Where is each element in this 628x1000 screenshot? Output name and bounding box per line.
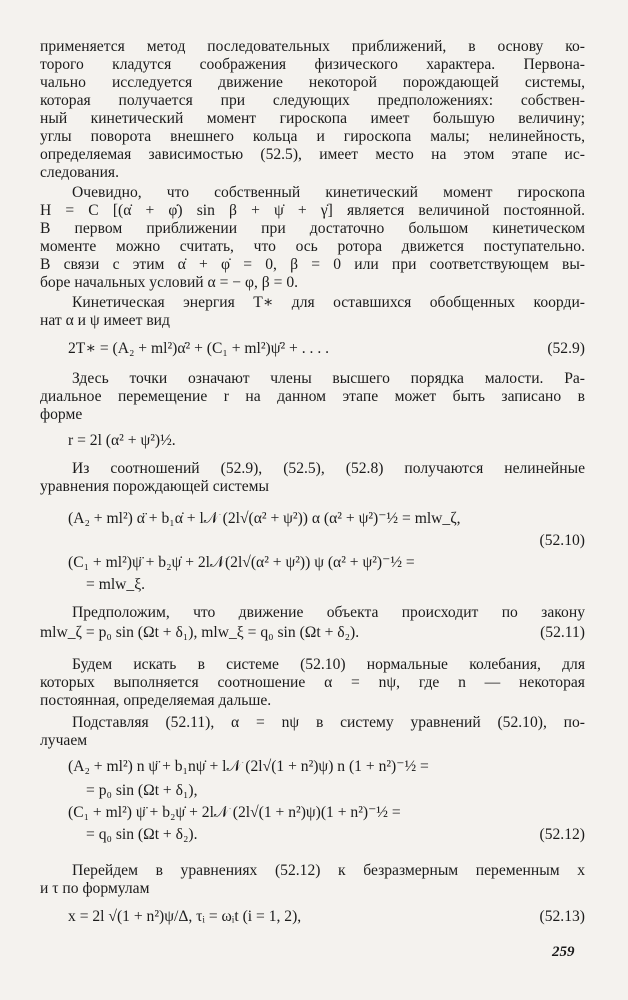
equation-number: (52.10) bbox=[539, 532, 585, 549]
equation: (A₂ + ml²) n ψ̈ + b₁nψ̇ + l𝒩 (2l√(1 + n²)ψ) n (1 + n²)⁻½ = bbox=[68, 758, 429, 775]
equation: (A₂ + ml²) α̈ + b₁α̇ + l𝒩 (2l√(α² + ψ²)) α (α² + ψ²)⁻½ = mlw_ζ, bbox=[68, 510, 461, 527]
text-line: Здесь точки означают члены высшего порядка малости. Ра- bbox=[72, 370, 585, 387]
equation-number: (52.12) bbox=[539, 826, 585, 843]
text-line: углы поворота внешнего кольца и гироскопа малы; нелинейность, bbox=[40, 128, 585, 145]
equation: (C₁ + ml²)ψ̈ + b₂ψ̇ + 2l𝒩(2l√(α² + ψ²)) ψ (α² + ψ²)⁻½ = bbox=[68, 554, 415, 571]
page-number: 259 bbox=[552, 944, 575, 960]
text-line: которых выполняется соотношение α = nψ, где n — некоторая bbox=[40, 674, 585, 691]
text-line: определяемая зависимостью (52.5), имеет место на этом этапе ис- bbox=[40, 146, 585, 163]
text-line: Будем искать в системе (52.10) нормальные колебания, для bbox=[72, 656, 585, 673]
equation-number: (52.11) bbox=[540, 624, 585, 641]
text-line: В связи с этим α̇ + φ̇ = 0, β = 0 или при соответствующем вы- bbox=[40, 256, 585, 273]
equation: r = 2l (α² + ψ²)½. bbox=[68, 432, 176, 449]
text-line: лучаем bbox=[40, 732, 88, 749]
equation-number: (52.13) bbox=[539, 908, 585, 925]
text-line: Кинетическая энергия T∗ для оставшихся обобщенных коорди- bbox=[72, 294, 585, 311]
text-line: H = C [(α̇ + φ̇) sin β + ψ̇ + γ̇] является величиной постоянной. bbox=[40, 202, 585, 219]
text-line: уравнения порождающей системы bbox=[40, 478, 269, 495]
text-line: боре начальных условий α = − φ, β = 0. bbox=[40, 274, 299, 291]
equation: = q₀ sin (Ωt + δ₂). bbox=[86, 826, 198, 843]
text-line: применяется метод последовательных приближений, в основу ко- bbox=[40, 38, 585, 55]
equation: = mlw_ξ. bbox=[86, 576, 146, 593]
text-line: нат α и ψ имеет вид bbox=[40, 312, 170, 329]
text-line: следования. bbox=[40, 164, 119, 181]
text-line: ный кинетический момент гироскопа имеет большую величину; bbox=[40, 110, 585, 127]
equation: (C₁ + ml²) ψ̈ + b₂ψ̇ + 2l𝒩 (2l√(1 + n²)ψ)(1 + n²)⁻½ = bbox=[68, 804, 401, 821]
text-line: Из соотношений (52.9), (52.5), (52.8) получаются нелинейные bbox=[72, 460, 585, 477]
text-line: В первом приближении при достаточно большом кинетическом bbox=[40, 220, 585, 237]
equation: 2T∗ = (A₂ + ml²)α̇² + (C₁ + ml²)ψ̇² + . . . . bbox=[68, 340, 330, 357]
text-line: Подставляя (52.11), α = nψ в систему уравнений (52.10), по- bbox=[72, 714, 585, 731]
text-line: диальное перемещение r на данном этапе может быть записано в bbox=[40, 388, 585, 405]
text-line: Очевидно, что собственный кинетический момент гироскопа bbox=[72, 184, 585, 201]
equation: mlw_ζ = p₀ sin (Ωt + δ₁), mlw_ξ = q₀ sin (Ωt + δ₂). bbox=[40, 624, 360, 641]
equation-number: (52.9) bbox=[547, 340, 585, 357]
equation: = p₀ sin (Ωt + δ₁), bbox=[86, 782, 198, 799]
text-line: торого кладутся соображения физического характера. Первона- bbox=[40, 56, 585, 73]
text-line: Предположим, что движение объекта происходит по закону bbox=[72, 604, 585, 621]
equation: x = 2l √(1 + n²)ψ/Δ, τᵢ = ωᵢt (i = 1, 2), bbox=[68, 908, 302, 925]
text-line: моменте можно считать, что ось ротора движется поступательно. bbox=[40, 238, 585, 255]
text-line: Перейдем в уравнениях (52.12) к безразмерным переменным x bbox=[72, 862, 585, 879]
text-line: форме bbox=[40, 406, 83, 423]
text-line: которая получается при следующих предположениях: собствен- bbox=[40, 92, 585, 109]
text-line: и τ по формулам bbox=[40, 880, 150, 897]
text-line: чально исследуется движение некоторой порождающей системы, bbox=[40, 74, 585, 91]
text-line: постоянная, определяемая дальше. bbox=[40, 692, 272, 709]
